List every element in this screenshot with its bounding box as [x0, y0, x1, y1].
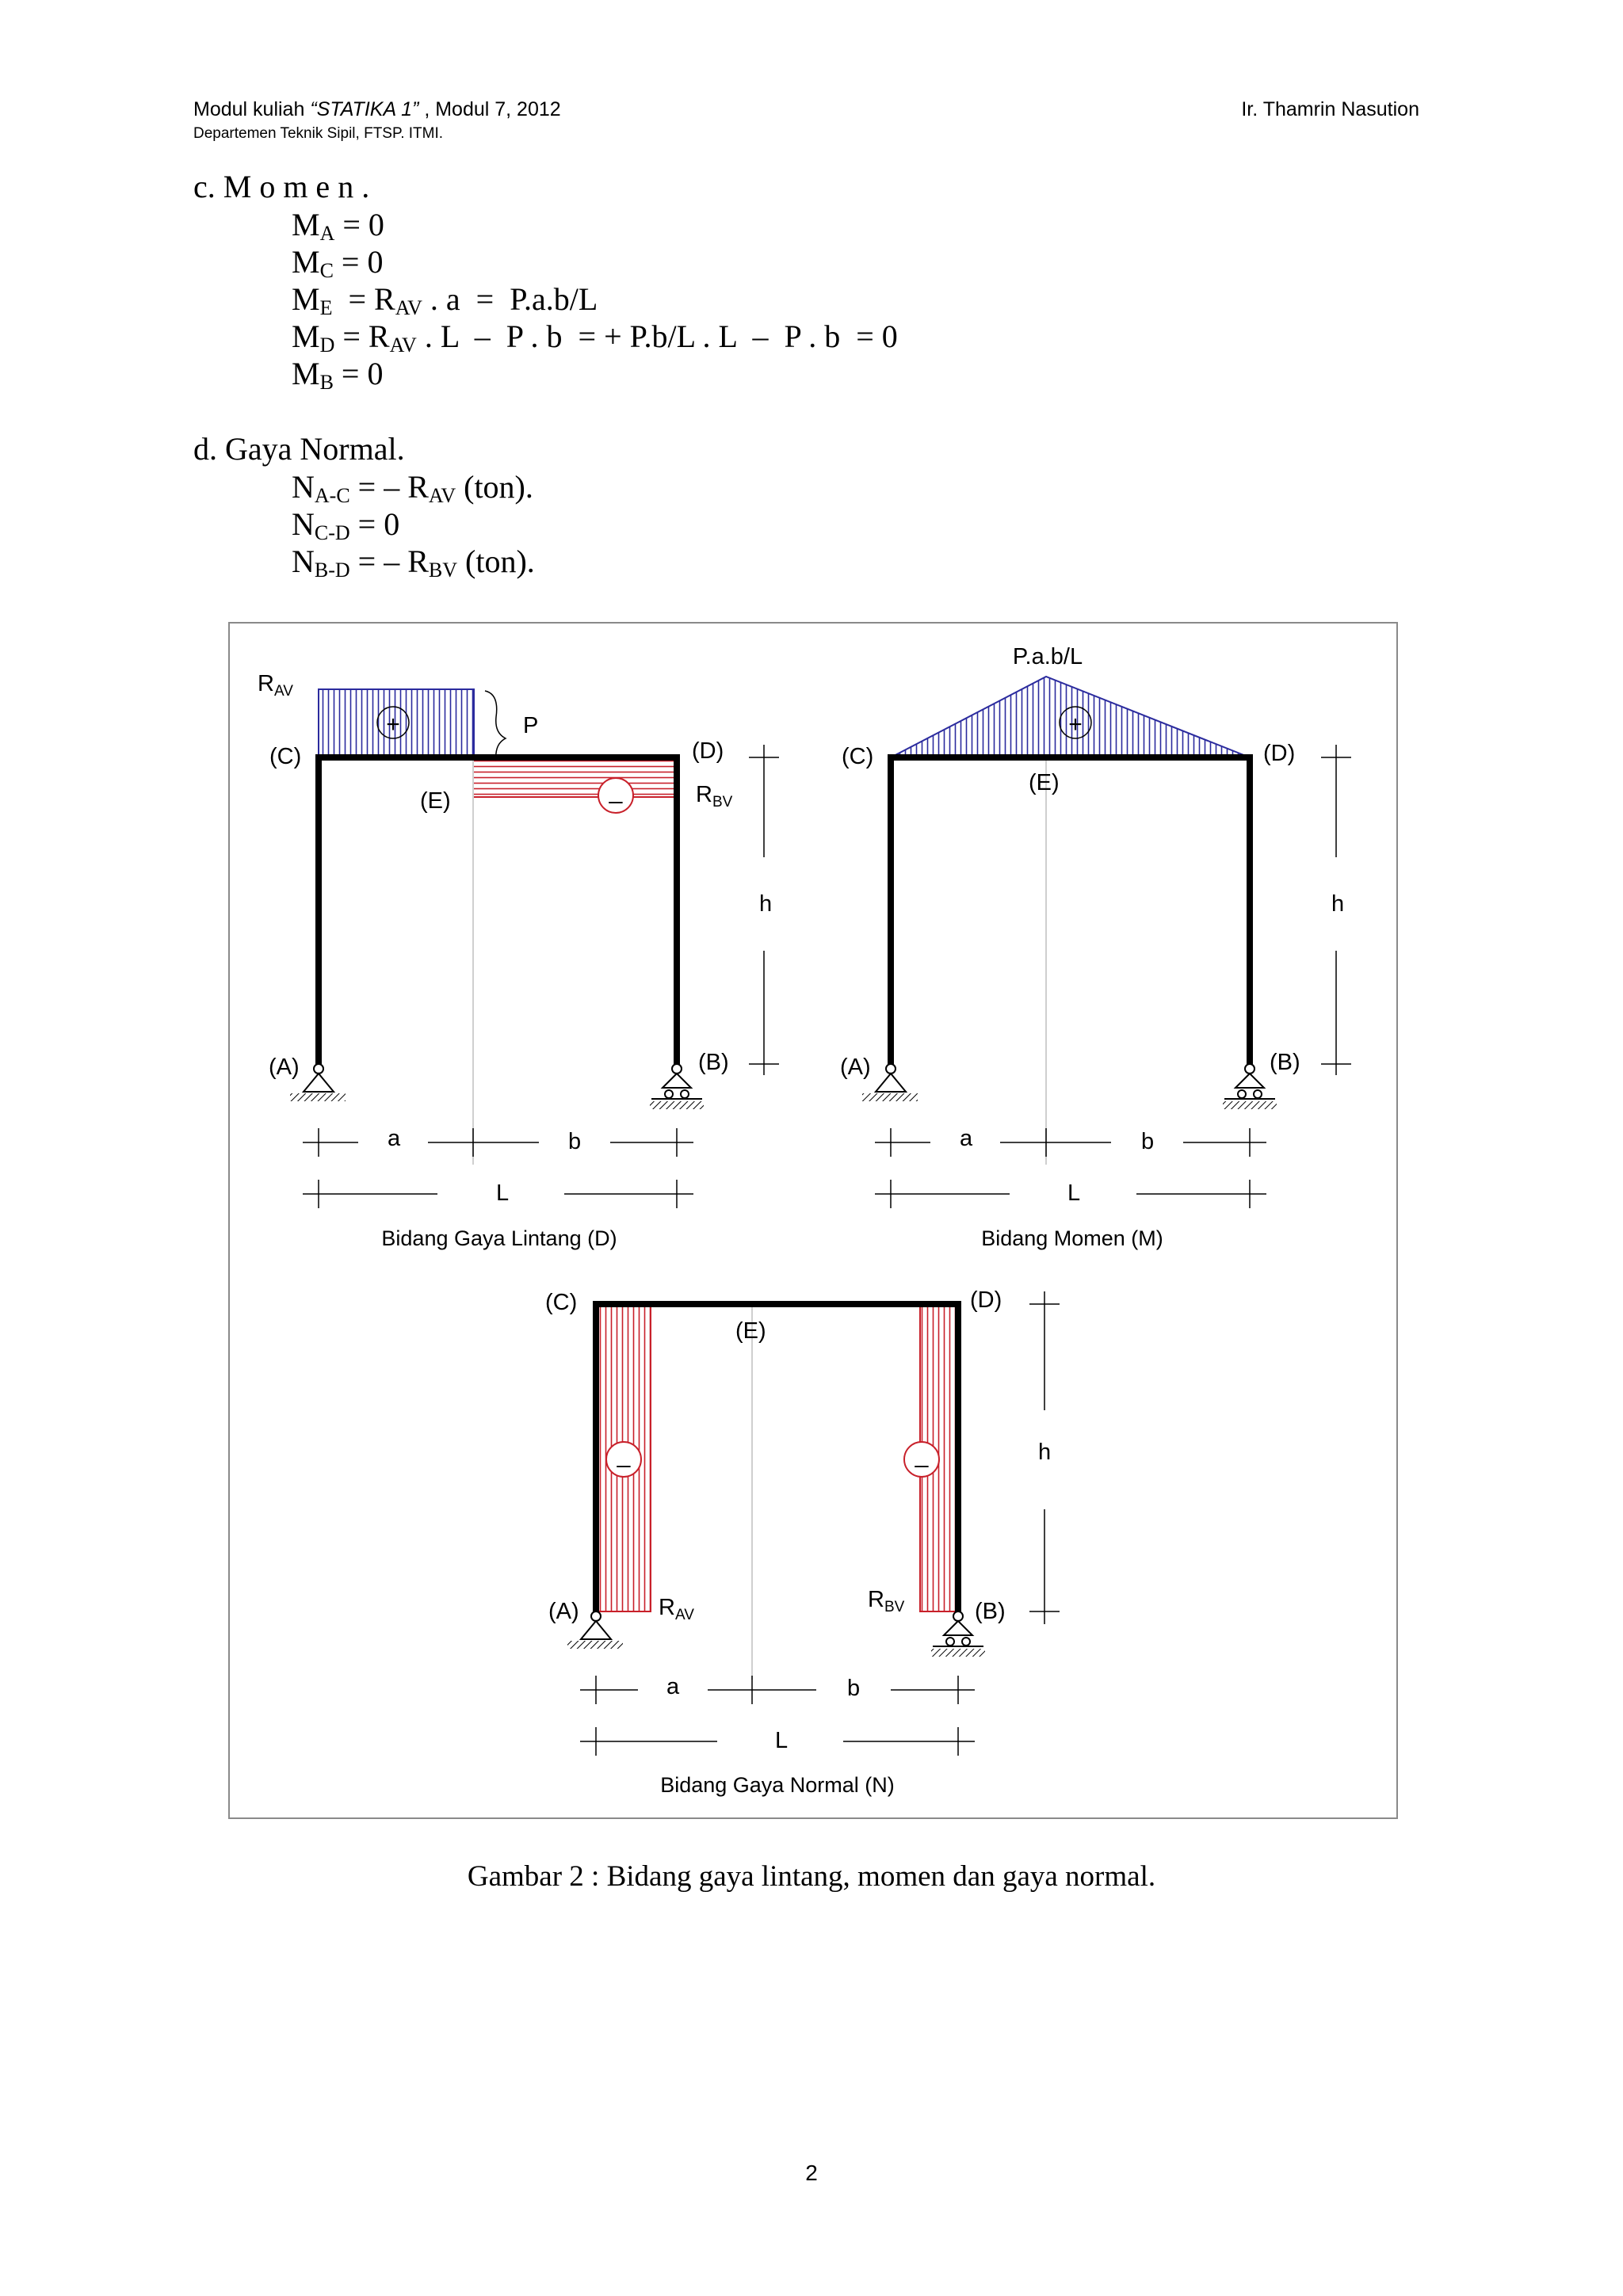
normal-section-title: d. Gaya Normal. — [193, 431, 405, 467]
moment-diagram — [840, 644, 1351, 1250]
load-p-brace — [485, 691, 506, 761]
moment-peak-label: P.a.b/L — [1012, 644, 1083, 669]
dim-l-label: L — [775, 1728, 789, 1753]
rav-label: $R_{AV}$ — [258, 671, 293, 700]
plus-sign: + — [1068, 711, 1083, 738]
ground-hatch — [931, 1649, 985, 1657]
p-label: P — [523, 713, 539, 738]
roller-wheel — [962, 1638, 970, 1646]
dim-b-label: b — [847, 1676, 861, 1701]
normal-diagram — [545, 1287, 1060, 1797]
node-d-label: (D) — [1263, 741, 1296, 766]
pin-support-icon — [581, 1621, 611, 1639]
pin-support-icon — [876, 1074, 906, 1092]
roller-wheel — [946, 1638, 954, 1646]
dim-b-label: b — [1141, 1129, 1155, 1154]
shear-diagram-title: Bidang Gaya Lintang (D) — [381, 1226, 617, 1250]
moment-eq-d: $M_D = R_{AV}$ . L – P . b = + P.b/L . L – P . b = 0 — [292, 318, 898, 357]
roller-wheel — [1238, 1090, 1246, 1098]
roller-support-node — [953, 1611, 963, 1621]
node-b-label: (B) — [698, 1050, 729, 1075]
normal-eq-bd: $N_{B-D}$ = – $R_{BV}$ (ton). — [292, 543, 535, 582]
dimension-ab — [875, 1128, 1266, 1157]
rbv-label: $R_{BV}$ — [868, 1587, 905, 1615]
dim-h-label: h — [1331, 891, 1345, 917]
dim-a-label: a — [960, 1126, 973, 1151]
node-d-label: (D) — [692, 738, 724, 764]
dim-h-label: h — [1038, 1440, 1052, 1465]
node-c-label: (C) — [269, 744, 302, 769]
node-d-label: (D) — [970, 1287, 1002, 1313]
moment-eq-b: $M_B = 0$ — [292, 356, 384, 394]
roller-support-node — [672, 1064, 682, 1074]
node-c-label: (C) — [842, 744, 874, 769]
header-author: Ir. Thamrin Nasution — [1241, 98, 1419, 120]
roller-wheel — [1254, 1090, 1262, 1098]
pin-support-node — [314, 1064, 323, 1074]
dim-l-label: L — [496, 1180, 510, 1206]
moment-frame — [891, 757, 1250, 1064]
node-a-label: (A) — [548, 1599, 579, 1624]
ground-hatch — [290, 1093, 346, 1101]
pin-support-node — [886, 1064, 896, 1074]
moment-section-title: c. M o m e n . — [193, 169, 370, 204]
node-e-label: (E) — [735, 1318, 766, 1344]
rbv-label: $R_{BV}$ — [696, 782, 733, 810]
moment-eq-e: $M_E = R_{AV}$ . a = P.a.b/L — [292, 281, 598, 319]
node-a-label: (A) — [269, 1055, 300, 1080]
moment-diagram-title: Bidang Momen (M) — [981, 1226, 1163, 1250]
moment-eq-c: $M_C = 0$ — [292, 244, 384, 282]
minus-sign: _ — [617, 1442, 631, 1468]
ground-hatch — [1223, 1101, 1277, 1109]
normal-eq-cd: $N_{C-D} = 0$ — [292, 506, 400, 544]
ground-hatch — [567, 1641, 623, 1649]
shear-negative-area — [473, 757, 674, 797]
pin-support-icon — [304, 1074, 334, 1092]
dim-a-label: a — [388, 1126, 401, 1151]
ground-hatch — [862, 1093, 918, 1101]
dim-b-label: b — [568, 1129, 582, 1154]
header-department: Departemen Teknik Sipil, FTSP. ITMI. — [193, 125, 444, 142]
roller-support-icon — [663, 1074, 691, 1088]
dim-a-label: a — [666, 1674, 680, 1699]
rav-label: $R_{AV}$ — [659, 1595, 694, 1623]
node-b-label: (B) — [975, 1599, 1006, 1624]
roller-wheel — [665, 1090, 673, 1098]
dimension-ab — [303, 1128, 693, 1157]
node-a-label: (A) — [840, 1055, 871, 1080]
normal-eq-ac: $N_{A-C}$ = – $R_{AV}$ (ton). — [292, 469, 533, 507]
minus-sign: _ — [915, 1442, 929, 1468]
shear-diagram — [258, 671, 779, 1250]
roller-support-node — [1245, 1064, 1254, 1074]
moment-eq-a: $M_A = 0$ — [292, 207, 384, 245]
figure-caption: Gambar 2 : Bidang gaya lintang, momen dan gaya normal. — [467, 1860, 1156, 1893]
page-number: 2 — [805, 2161, 818, 2185]
pin-support-node — [591, 1611, 601, 1621]
roller-support-icon — [1235, 1074, 1264, 1088]
node-e-label: (E) — [420, 788, 451, 814]
node-e-label: (E) — [1029, 770, 1060, 795]
plus-sign: + — [386, 711, 400, 738]
dim-h-label: h — [759, 891, 773, 917]
roller-wheel — [681, 1090, 689, 1098]
roller-support-icon — [944, 1621, 972, 1635]
dimension-ab — [580, 1676, 975, 1704]
ground-hatch — [650, 1101, 704, 1109]
node-c-label: (C) — [545, 1290, 578, 1315]
dim-l-label: L — [1067, 1180, 1081, 1206]
normal-diagram-title: Bidang Gaya Normal (N) — [660, 1773, 895, 1797]
header-course-line: Modul kuliah “STATIKA 1” , Modul 7, 2012 — [193, 98, 561, 120]
node-b-label: (B) — [1270, 1050, 1300, 1075]
minus-sign: _ — [609, 778, 623, 804]
